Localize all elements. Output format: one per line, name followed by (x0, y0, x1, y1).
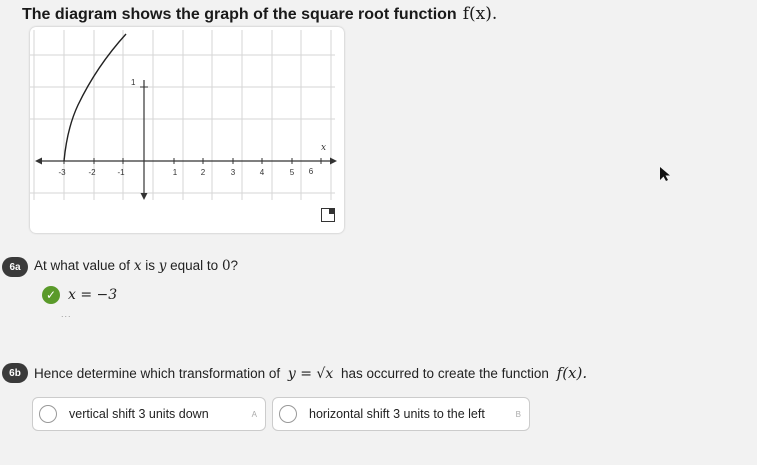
square-root-graph (30, 30, 340, 210)
option-vertical-shift[interactable] (32, 397, 266, 431)
x-tick-label: 1 (172, 168, 178, 177)
x-tick-label: 3 (230, 168, 236, 177)
x-axis-right-arrow (330, 158, 337, 165)
question-6b-text: Hence determine which transformation of y = √x has occurred to create the function f(x). (34, 364, 588, 382)
x-tick-label: 5 (289, 168, 295, 177)
question-6b-badge: 6b (2, 363, 28, 383)
more-options-icon[interactable]: ... (61, 309, 72, 319)
question-intro: The diagram shows the graph of the square root function f(x). (22, 4, 498, 24)
question-6a-badge: 6a (2, 257, 28, 277)
option-label: vertical shift 3 units down (69, 407, 209, 421)
y-tick-label: 1 (131, 78, 136, 87)
x-tick-label: 2 (200, 168, 206, 177)
question-6a-text: At what value of x is y equal to 0? (34, 258, 239, 274)
x-tick-label: -3 (58, 168, 66, 177)
square-root-curve (64, 34, 126, 161)
x-tick-label: 4 (259, 168, 265, 177)
option-horizontal-shift[interactable] (272, 397, 530, 431)
expand-graph-button[interactable] (321, 208, 335, 222)
y-axis-down-arrow (141, 193, 148, 200)
radio-button[interactable] (39, 405, 57, 423)
option-key-hint: B (515, 410, 521, 419)
correct-check-icon: ✓ (42, 286, 60, 304)
x-axis-left-arrow (35, 158, 42, 165)
x-tick-label: -2 (88, 168, 96, 177)
radio-button[interactable] (279, 405, 297, 423)
mouse-cursor-icon (659, 166, 671, 182)
option-label: horizontal shift 3 units to the left (309, 407, 485, 421)
option-key-hint: A (251, 410, 257, 419)
x-tick-label: -1 (117, 168, 125, 177)
x-axis-label: x (321, 143, 327, 153)
function-label: f(x). (462, 4, 498, 24)
answer-6a[interactable]: x = −3 (68, 287, 118, 303)
x-tick-label: 6 (308, 167, 314, 176)
